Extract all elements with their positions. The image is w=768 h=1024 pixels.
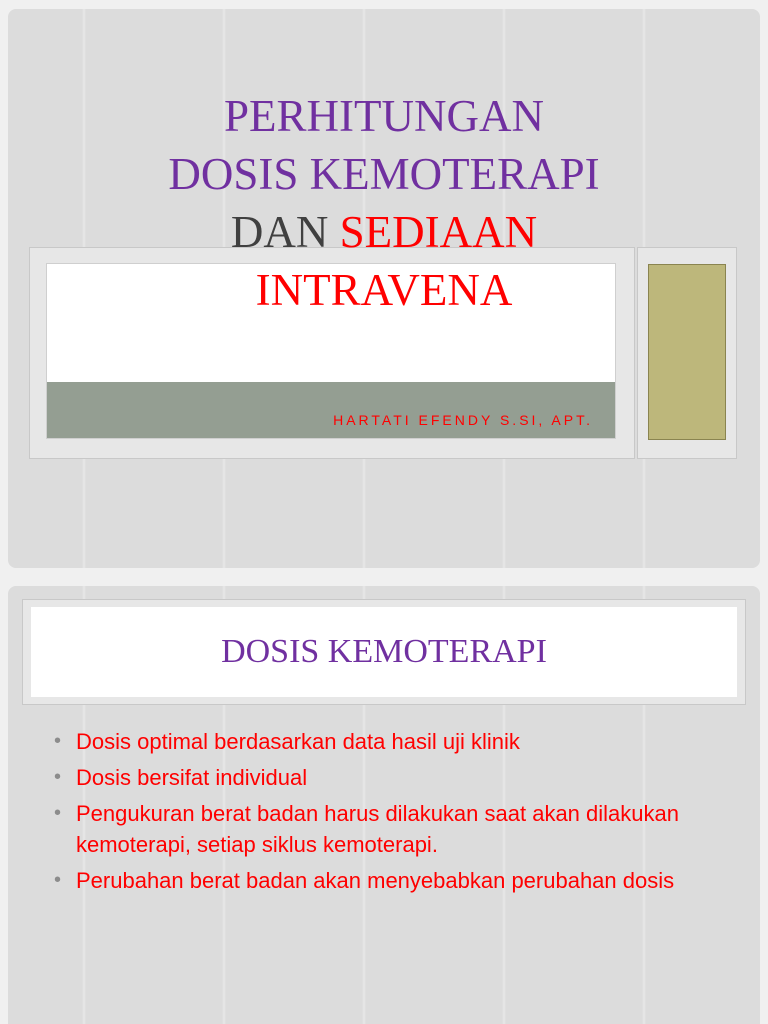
subtitle-band — [47, 382, 615, 438]
title-line-2: DOSIS KEMOTERAPI — [168, 149, 600, 199]
list-item — [54, 865, 694, 896]
list-item — [54, 762, 694, 793]
bullet-text: Pengukuran berat badan harus dilakukan saat akan dilakukan kemoterapi, setiap siklus kemoterapi. — [76, 801, 679, 857]
title-sediaan: SEDIAAN — [339, 207, 538, 257]
list-item — [54, 726, 694, 757]
slide2-title-inner — [31, 607, 737, 697]
bullet-list — [54, 726, 694, 901]
slide-title — [8, 9, 760, 568]
bullet-icon: • — [54, 869, 62, 891]
slide-title-text — [8, 87, 760, 319]
subtitle: HARTATI EFENDY S.SI, APT. — [333, 412, 593, 428]
bullet-text: Dosis bersifat individual — [76, 765, 308, 790]
slide-dosis — [8, 586, 760, 1024]
title-dan: DAN — [230, 207, 329, 257]
slide2-title: DOSIS KEMOTERAPI — [221, 633, 547, 670]
bullet-icon: • — [54, 730, 62, 752]
bullet-icon: • — [54, 766, 62, 788]
title-line-1: PERHITUNGAN — [224, 91, 544, 141]
slide2-title-frame — [22, 599, 746, 705]
bullet-text: Dosis optimal berdasarkan data hasil uji klinik — [76, 729, 520, 754]
list-item — [54, 798, 694, 860]
bullet-icon: • — [54, 802, 62, 824]
bullet-text: Perubahan berat badan akan menyebabkan perubahan dosis — [76, 868, 675, 893]
title-line-4: INTRAVENA — [255, 265, 513, 315]
